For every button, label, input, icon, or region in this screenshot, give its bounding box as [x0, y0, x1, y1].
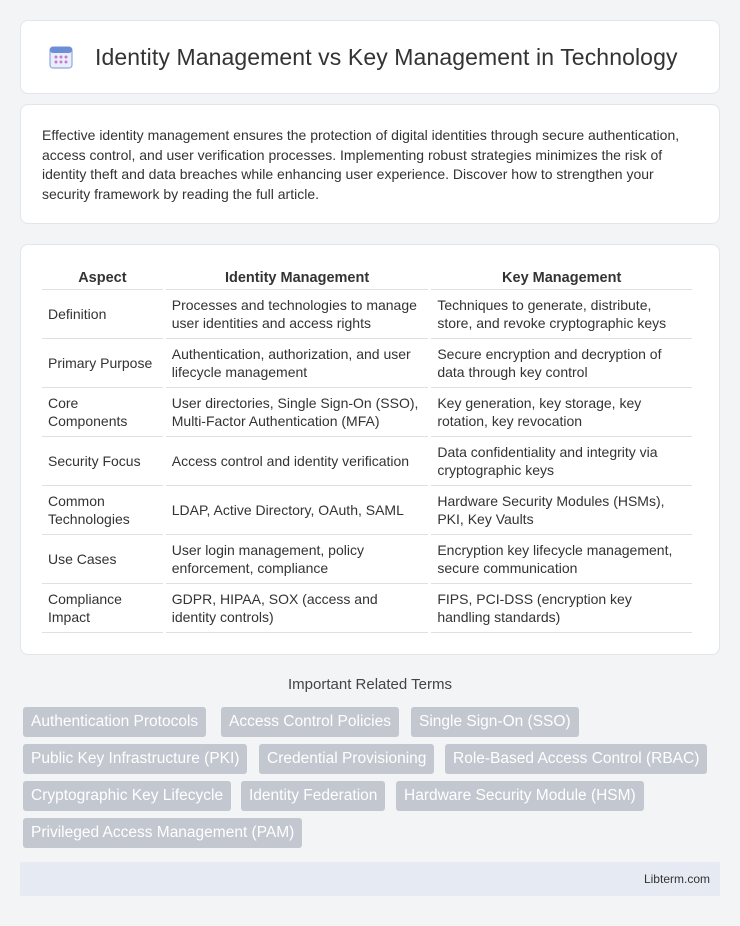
table-row [42, 437, 692, 486]
table-header-row [42, 265, 692, 290]
table-cell-identity: GDPR, HIPAA, SOX (access and identity controls) [166, 584, 429, 633]
related-terms-title: Important Related Terms [288, 676, 452, 693]
intro-card [20, 104, 720, 224]
table-cell-identity: LDAP, Active Directory, OAuth, SAML [166, 486, 429, 535]
table-cell-key: Key generation, key storage, key rotation, key revocation [431, 388, 692, 437]
related-term-tag[interactable]: Cryptographic Key Lifecycle [23, 781, 231, 811]
table-cell-aspect: Compliance Impact [42, 584, 163, 633]
calendar-grid-icon [47, 43, 75, 71]
related-term-tag[interactable]: Public Key Infrastructure (PKI) [23, 744, 247, 774]
table-cell-key: Hardware Security Modules (HSMs), PKI, Key Vaults [431, 486, 692, 535]
related-term-tag[interactable]: Privileged Access Management (PAM) [23, 818, 302, 848]
related-term-tag[interactable]: Hardware Security Module (HSM) [396, 781, 644, 811]
table-row [42, 290, 692, 339]
related-term-tag[interactable]: Credential Provisioning [259, 744, 434, 774]
table-cell-aspect: Core Components [42, 388, 163, 437]
footer [20, 862, 720, 896]
table-cell-aspect: Common Technologies [42, 486, 163, 535]
table-cell-aspect: Primary Purpose [42, 339, 163, 388]
table-cell-identity: Access control and identity verification [166, 437, 429, 486]
table-cell-key: Secure encryption and decryption of data through key control [431, 339, 692, 388]
page-title: Identity Management vs Key Management in Technology [95, 43, 678, 70]
table-cell-identity: User login management, policy enforcement, compliance [166, 535, 429, 584]
table-row [42, 535, 692, 584]
related-term-tag[interactable]: Identity Federation [241, 781, 385, 811]
comparison-card [20, 244, 720, 655]
related-term-tag[interactable]: Single Sign-On (SSO) [411, 707, 579, 737]
column-header-key-management: Key Management [431, 265, 692, 290]
footer-site-link[interactable]: Libterm.com [643, 872, 710, 886]
comparison-table [39, 265, 695, 633]
table-row [42, 486, 692, 535]
column-header-aspect: Aspect [42, 265, 163, 290]
table-cell-identity: Processes and technologies to manage user identities and access rights [166, 290, 429, 339]
table-row [42, 388, 692, 437]
table-cell-key: Techniques to generate, distribute, store, and revoke cryptographic keys [431, 290, 692, 339]
related-term-tag[interactable]: Access Control Policies [221, 707, 399, 737]
header-card [20, 20, 720, 94]
column-header-identity-management: Identity Management [166, 265, 429, 290]
table-cell-key: FIPS, PCI-DSS (encryption key handling standards) [431, 584, 692, 633]
table-row [42, 584, 692, 633]
table-cell-identity: Authentication, authorization, and user lifecycle management [166, 339, 429, 388]
related-term-tag[interactable]: Authentication Protocols [23, 707, 206, 737]
table-cell-key: Data confidentiality and integrity via cryptographic keys [431, 437, 692, 486]
table-row [42, 339, 692, 388]
intro-text: Effective identity management ensures the protection of digital identities through secure authentication, access control, and user verification processes. Implementing robust strategies minimizes the risk of identity theft and data breaches while enhancing user experience. Discover how to strengthen your security framework by reading the full article. [42, 127, 680, 202]
related-term-tag[interactable]: Role-Based Access Control (RBAC) [445, 744, 707, 774]
table-cell-key: Encryption key lifecycle management, secure communication [431, 535, 692, 584]
table-cell-identity: User directories, Single Sign-On (SSO), Multi-Factor Authentication (MFA) [166, 388, 429, 437]
table-cell-aspect: Security Focus [42, 437, 163, 486]
table-cell-aspect: Definition [42, 290, 163, 339]
table-cell-aspect: Use Cases [42, 535, 163, 584]
